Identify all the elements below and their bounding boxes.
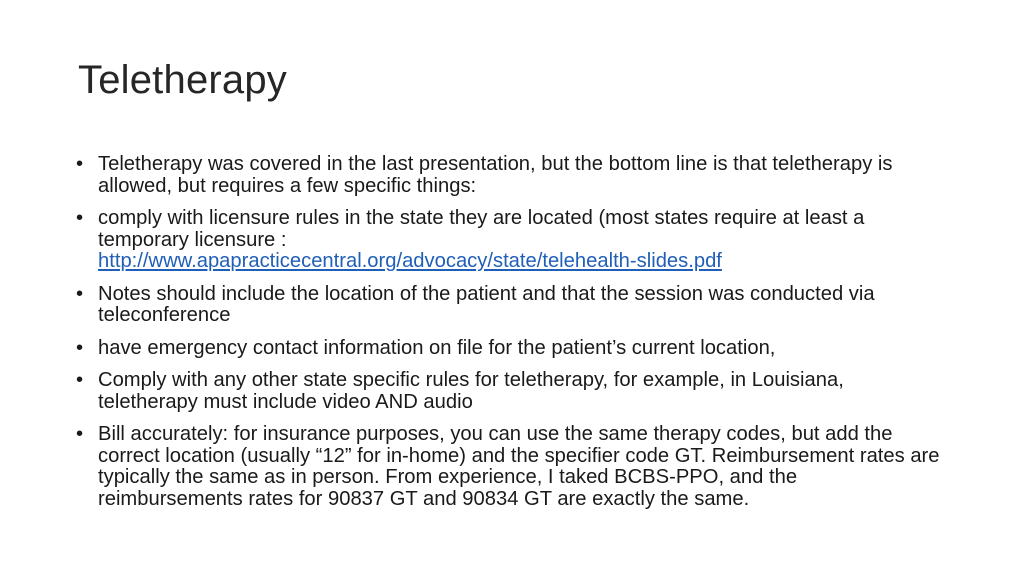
bullet-item <box>76 370 946 413</box>
bullet-text: comply with licensure rules in the state they are located (most states require at least a temporary licensure : <box>98 207 865 251</box>
bullet-text: Notes should include the location of the patient and that the session was conducted via teleconference <box>98 282 875 326</box>
bullet-item <box>76 284 946 327</box>
telehealth-slides-link[interactable]: http://www.apapracticecentral.org/advocacy/state/telehealth-slides.pdf <box>98 250 722 272</box>
bullet-item <box>76 154 946 197</box>
bullet-item <box>76 338 946 360</box>
bullet-item <box>76 208 946 273</box>
bullet-list <box>76 154 946 521</box>
slide-title: Teletherapy <box>78 58 287 102</box>
bullet-text: Teletherapy was covered in the last presentation, but the bottom line is that teletherapy is allowed, but requires a few specific things: <box>98 153 893 197</box>
bullet-text: have emergency contact information on file for the patient’s current location, <box>98 336 776 359</box>
bullet-text: Comply with any other state specific rules for teletherapy, for example, in Louisiana, teletherapy must include video AND audio <box>98 369 844 413</box>
bullet-item <box>76 424 946 510</box>
bullet-text: Bill accurately: for insurance purposes, you can use the same therapy codes, but add the correct location (usually “12” for in-home) and the specifier code GT. Reimbursement rates are typically the same as in person. From experience, I taked BCBS-PPO, and the reimbursements rates for 90837 GT and 90834 GT are exactly the same. <box>98 423 940 510</box>
